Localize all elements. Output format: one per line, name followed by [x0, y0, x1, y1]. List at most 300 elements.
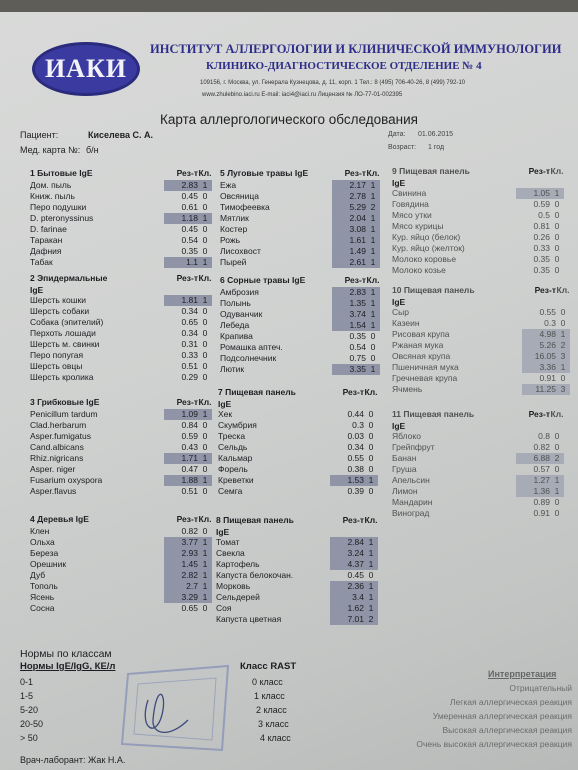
- allergen-row: [216, 614, 378, 625]
- allergen-row: [220, 364, 380, 375]
- result-header: Рез-т: [342, 515, 364, 525]
- allergen-class: 2: [550, 453, 564, 464]
- allergen-class: 1: [198, 295, 212, 306]
- allergen-class: 0: [554, 232, 560, 242]
- allergen-row: [392, 431, 564, 442]
- allergen-class: 1: [364, 475, 378, 486]
- allergen-row: [30, 581, 212, 592]
- allergen-name: Дуб: [30, 570, 46, 580]
- allergen-name: Казеин: [392, 318, 420, 328]
- result-header: Рез-т: [176, 397, 198, 407]
- allergen-row: [30, 537, 212, 548]
- allergen-result: 0.35: [533, 265, 550, 275]
- allergen-class: 0: [202, 235, 208, 245]
- panel-fungal: [30, 396, 212, 497]
- allergen-row: [392, 307, 570, 318]
- allergen-row: [392, 373, 570, 384]
- allergen-result: 1.09: [164, 409, 198, 420]
- allergen-name: Кур. яйцо (белок): [392, 232, 461, 242]
- allergen-row: [30, 570, 212, 581]
- allergen-class: 0: [202, 328, 208, 338]
- allergen-result: 3.24: [330, 548, 364, 559]
- allergen-result: 1.88: [164, 475, 198, 486]
- allergen-result: 0.45: [347, 570, 364, 580]
- allergen-class: 1: [198, 548, 212, 559]
- allergen-name: Ромашка аптеч.: [220, 342, 283, 352]
- allergen-result: 0.31: [181, 339, 198, 349]
- allergen-result: 2.83: [332, 287, 366, 298]
- allergen-result: 1.53: [330, 475, 364, 486]
- allergen-row: [30, 213, 212, 224]
- norm-interp: Высокая аллергическая реакция: [442, 725, 572, 735]
- result-header: Рез-т: [176, 514, 198, 524]
- panel-trees: [30, 513, 212, 614]
- allergen-class: 0: [202, 246, 208, 256]
- allergen-name: Молоко коровье: [392, 254, 457, 264]
- allergen-class: 0: [370, 331, 376, 341]
- allergen-row: [220, 213, 380, 224]
- panel-header: [392, 408, 564, 421]
- allergen-class: 0: [368, 570, 374, 580]
- allergen-name: Тополь: [30, 581, 58, 591]
- allergen-row: [220, 353, 380, 364]
- allergen-class: 0: [368, 431, 374, 441]
- page-title: Карта аллергологического обследования: [160, 112, 418, 127]
- panel-header: [220, 167, 380, 180]
- panel-title-line2: IgE: [392, 421, 406, 431]
- allergen-name: Капуста белокочан.: [216, 570, 294, 580]
- allergen-name: Пырей: [220, 257, 247, 267]
- allergen-class: 0: [368, 464, 374, 474]
- allergen-class: 0: [554, 464, 560, 474]
- allergen-row: [218, 475, 378, 486]
- allergen-row: [30, 592, 212, 603]
- allergen-class: 1: [366, 320, 380, 331]
- allergen-result: 0.57: [533, 464, 550, 474]
- allergen-name: Кальмар: [218, 453, 253, 463]
- result-header: Рез-т: [528, 409, 550, 419]
- allergen-name: Сосна: [30, 603, 55, 613]
- allergen-name: Clad.herbarum: [30, 420, 87, 430]
- allergen-row: [218, 486, 378, 497]
- allergen-name: Мясо курицы: [392, 221, 444, 231]
- allergen-name: Форель: [218, 464, 248, 474]
- allergen-name: Таракан: [30, 235, 63, 245]
- allergen-name: Лебеда: [220, 320, 250, 330]
- institute-web: www.zhulebino.iaci.ru E-mail: iaci4@iaci.ru Лицензия № ЛО-77-01-002395: [202, 92, 403, 98]
- allergen-result: 4.37: [330, 559, 364, 570]
- allergen-class: 1: [198, 475, 212, 486]
- allergen-class: 1: [364, 559, 378, 570]
- allergen-result: 3.35: [332, 364, 366, 375]
- panel-title-line2: IgE: [392, 178, 406, 188]
- allergen-row: [220, 246, 380, 257]
- allergen-row: [392, 232, 564, 243]
- allergen-name: Сельдь: [218, 442, 248, 452]
- allergen-name: Лимон: [392, 486, 418, 496]
- allergen-row: [30, 420, 212, 431]
- institute-logo: [32, 42, 140, 96]
- allergen-name: Ржаная мука: [392, 340, 444, 350]
- allergen-class: 1: [198, 592, 212, 603]
- allergen-class: 0: [202, 464, 208, 474]
- allergen-row: [30, 464, 212, 475]
- allergen-name: Грейпфрут: [392, 442, 435, 452]
- allergen-class: 1: [550, 188, 564, 199]
- panel-header: [220, 274, 380, 287]
- allergen-name: Костер: [220, 224, 248, 234]
- allergen-row: [216, 548, 378, 559]
- allergen-class: 0: [554, 243, 560, 253]
- allergen-name: Молоко козье: [392, 265, 446, 275]
- allergen-name: Ольха: [30, 537, 55, 547]
- allergen-name: Пшеничная мука: [392, 362, 459, 372]
- panel-title: 4 Деревья IgE: [30, 514, 89, 524]
- allergen-row: [218, 442, 378, 453]
- allergen-class: 0: [202, 431, 208, 441]
- norms-col-rast: Класс RAST: [240, 661, 297, 672]
- logo-text: ИАКИ: [44, 54, 128, 83]
- norm-range: > 50: [20, 733, 38, 743]
- result-header: Рез-т: [344, 168, 366, 178]
- allergen-row: [216, 537, 378, 548]
- allergen-name: Виноград: [392, 508, 430, 518]
- allergen-name: Крапива: [220, 331, 253, 341]
- allergen-row: [30, 328, 212, 339]
- allergen-result: 0.39: [347, 486, 364, 496]
- institute-address: 109156, г. Москва, ул. Генерала Кузнецова, д. 11, корп. 1 Тел.: 8 (495) 706-40-26, 8 (499) 792-10: [200, 80, 466, 86]
- allergen-class: 0: [202, 372, 208, 382]
- panel-title-line2: IgE: [392, 297, 406, 307]
- panel-title: 5 Луговые травы IgE: [220, 168, 309, 178]
- allergen-result: 3.74: [332, 309, 366, 320]
- panel-household: [30, 167, 212, 268]
- allergen-result: 0.33: [533, 243, 550, 253]
- allergen-row: [392, 384, 570, 395]
- panel-title-line2: IgE: [218, 399, 232, 409]
- allergen-row: [392, 508, 564, 519]
- allergen-name: Ясень: [30, 592, 55, 602]
- allergen-row: [30, 180, 212, 191]
- allergen-result: 0.5: [538, 210, 550, 220]
- allergen-row: [30, 317, 212, 328]
- desk-edge: [0, 0, 578, 12]
- norm-range: 0-1: [20, 677, 34, 687]
- allergen-result: 0.91: [533, 508, 550, 518]
- allergen-class: 0: [370, 342, 376, 352]
- allergen-name: Гречневая крупа: [392, 373, 458, 383]
- allergen-row: [30, 361, 212, 372]
- panel-title: 2 Эпидермальные: [30, 273, 108, 283]
- allergen-result: 6.88: [516, 453, 550, 464]
- allergen-class: 0: [554, 221, 560, 231]
- panel-header: [216, 514, 378, 527]
- allergen-result: 2.17: [332, 180, 366, 191]
- allergen-row: [220, 202, 380, 213]
- allergen-row: [392, 351, 570, 362]
- allergen-result: 0.91: [539, 373, 556, 383]
- allergen-class: 0: [560, 373, 566, 383]
- allergen-result: 2.61: [332, 257, 366, 268]
- allergen-class: 1: [198, 581, 212, 592]
- panel-title: 3 Грибковые IgE: [30, 397, 100, 407]
- allergen-class: 1: [366, 298, 380, 309]
- allergen-name: Ячмень: [392, 384, 423, 394]
- panel-title: 11 Пищевая панель: [392, 409, 475, 419]
- allergen-row: [220, 224, 380, 235]
- allergen-name: Шерсть кролика: [30, 372, 94, 382]
- norm-rast: 0 класс: [252, 677, 283, 687]
- allergen-row: [392, 340, 570, 351]
- allergen-result: 0.81: [533, 221, 550, 231]
- allergen-class: 1: [556, 362, 570, 373]
- allergen-name: Амброзия: [220, 287, 259, 297]
- allergen-row: [30, 442, 212, 453]
- allergen-result: 0.03: [347, 431, 364, 441]
- allergen-name: Клен: [30, 526, 50, 536]
- allergen-class: 0: [554, 431, 560, 441]
- lab-doctor: Врач-лаборант: Жак Н.А.: [20, 755, 126, 765]
- allergen-class: 1: [550, 475, 564, 486]
- allergen-class: 1: [364, 603, 378, 614]
- allergen-row: [218, 464, 378, 475]
- allergen-name: D. farinae: [30, 224, 67, 234]
- allergen-row: [218, 409, 378, 420]
- allergen-row: [392, 362, 570, 373]
- allergen-class: 1: [366, 287, 380, 298]
- allergen-result: 16.05: [522, 351, 556, 362]
- allergen-name: Рожь: [220, 235, 241, 245]
- allergen-row: [30, 339, 212, 350]
- allergen-name: Мясо утки: [392, 210, 432, 220]
- panel-weeds: [220, 274, 380, 375]
- panel-food-8: [216, 514, 378, 625]
- allergen-row: [30, 372, 212, 383]
- date-label: Дата:: [388, 131, 406, 138]
- allergen-name: Лютик: [220, 364, 245, 374]
- allergen-name: Мандарин: [392, 497, 433, 507]
- allergen-name: Перхоть лошади: [30, 328, 96, 338]
- panel-food-7: [218, 386, 378, 497]
- allergen-class: 0: [202, 486, 208, 496]
- allergen-name: Asper. niger: [30, 464, 76, 474]
- class-header: Кл.: [364, 515, 378, 525]
- allergen-result: 0.3: [352, 420, 364, 430]
- norm-rast: 2 класс: [256, 705, 287, 715]
- allergen-result: 0.34: [347, 442, 364, 452]
- allergen-row: [30, 559, 212, 570]
- allergen-row: [392, 329, 570, 340]
- allergen-name: Сыр: [392, 307, 409, 317]
- allergen-row: [220, 342, 380, 353]
- allergen-class: 1: [198, 559, 212, 570]
- allergen-row: [220, 320, 380, 331]
- allergen-name: Треска: [218, 431, 246, 441]
- allergen-result: 1.81: [164, 295, 198, 306]
- allergen-result: 3.36: [522, 362, 556, 373]
- allergen-row: [392, 497, 564, 508]
- norm-rast: 4 класс: [260, 733, 291, 743]
- allergen-name: Полынь: [220, 298, 251, 308]
- allergen-name: Шерсть кошки: [30, 295, 87, 305]
- allergen-result: 0.8: [538, 431, 550, 441]
- allergen-result: 1.49: [332, 246, 366, 257]
- allergen-result: 0.51: [181, 361, 198, 371]
- allergen-row: [30, 191, 212, 202]
- allergen-result: 0.34: [181, 328, 198, 338]
- allergen-name: Яблоко: [392, 431, 421, 441]
- allergen-class: 0: [202, 350, 208, 360]
- allergen-class: 1: [366, 364, 380, 375]
- class-header: Кл.: [556, 285, 570, 295]
- norm-rast: 1 класс: [254, 691, 285, 701]
- class-header: Кл.: [364, 387, 378, 397]
- card-label: Мед. карта №:: [20, 145, 81, 155]
- allergen-name: Перо подушки: [30, 202, 87, 212]
- panel-header: [30, 167, 212, 180]
- allergen-row: [392, 486, 564, 497]
- allergen-class: 0: [560, 318, 566, 328]
- norms-col-interp: Интерпретация: [488, 669, 557, 679]
- allergen-result: 11.25: [522, 384, 556, 395]
- allergen-row: [218, 420, 378, 431]
- allergen-class: 0: [368, 442, 374, 452]
- allergen-class: 1: [366, 235, 380, 246]
- allergen-name: Asper.fumigatus: [30, 431, 91, 441]
- allergen-row: [30, 409, 212, 420]
- allergen-class: 0: [202, 361, 208, 371]
- panel-meadow-grass: [220, 167, 380, 268]
- norm-rast: 3 класс: [258, 719, 289, 729]
- allergen-row: [30, 350, 212, 361]
- panel-epidermal: [30, 272, 212, 383]
- allergen-class: 0: [202, 339, 208, 349]
- allergen-result: 0.43: [181, 442, 198, 452]
- allergen-row: [392, 442, 564, 453]
- allergen-row: [30, 224, 212, 235]
- allergen-name: Шерсть собаки: [30, 306, 90, 316]
- card-value: б/н: [86, 145, 99, 155]
- allergen-class: 1: [366, 191, 380, 202]
- allergen-class: 1: [366, 246, 380, 257]
- allergen-row: [220, 180, 380, 191]
- allergen-class: 1: [198, 257, 212, 268]
- allergen-result: 2.78: [332, 191, 366, 202]
- institute-name: ИНСТИТУТ АЛЛЕРГОЛОГИИ И КЛИНИЧЕСКОЙ ИММУНОЛОГИИ: [150, 42, 562, 56]
- patient-label: Пациент:: [20, 130, 59, 140]
- allergen-class: 0: [368, 486, 374, 496]
- allergen-row: [392, 464, 564, 475]
- allergen-result: 0.33: [181, 350, 198, 360]
- allergen-row: [30, 257, 212, 268]
- allergen-result: 0.65: [181, 603, 198, 613]
- allergen-name: Fusarium oxyspora: [30, 475, 103, 485]
- allergen-name: Rhiz.nigricans: [30, 453, 84, 463]
- allergen-name: Кур. яйцо (желток): [392, 243, 465, 253]
- allergen-result: 1.62: [330, 603, 364, 614]
- allergen-result: 0.45: [181, 191, 198, 201]
- allergen-class: 1: [364, 581, 378, 592]
- allergen-name: Одуванчик: [220, 309, 263, 319]
- allergen-row: [220, 298, 380, 309]
- allergen-name: Дом. пыль: [30, 180, 72, 190]
- allergen-class: 1: [364, 592, 378, 603]
- panel-header: [30, 513, 212, 526]
- allergen-result: 1.18: [164, 213, 198, 224]
- allergen-result: 0.65: [181, 317, 198, 327]
- allergen-class: 1: [366, 224, 380, 235]
- panel-title: 1 Бытовые IgE: [30, 168, 93, 178]
- allergen-result: 2.36: [330, 581, 364, 592]
- allergen-class: 1: [198, 180, 212, 191]
- allergen-result: 0.55: [347, 453, 364, 463]
- panel-title: 6 Сорные травы IgE: [220, 275, 306, 285]
- allergen-class: 0: [554, 442, 560, 452]
- panel-title: 7 Пищевая панель: [218, 387, 296, 397]
- allergen-result: 0.59: [181, 431, 198, 441]
- panel-food-9: [392, 165, 564, 276]
- allergen-result: 0.59: [533, 199, 550, 209]
- allergen-class: 1: [198, 570, 212, 581]
- allergen-class: 1: [556, 329, 570, 340]
- class-header: Кл.: [198, 514, 212, 524]
- panel-header: [30, 272, 212, 285]
- allergen-result: 0.54: [349, 342, 366, 352]
- panel-header: [218, 386, 378, 399]
- allergen-result: 5.29: [332, 202, 366, 213]
- allergen-name: Апельсин: [392, 475, 430, 485]
- allergen-class: 0: [202, 442, 208, 452]
- allergen-class: 0: [554, 199, 560, 209]
- allergen-row: [216, 570, 378, 581]
- allergen-class: 1: [366, 180, 380, 191]
- norm-interp: Легкая аллергическая реакция: [449, 697, 572, 707]
- allergen-name: Книж. пыль: [30, 191, 75, 201]
- allergen-class: 0: [370, 353, 376, 363]
- allergen-row: [30, 295, 212, 306]
- allergen-result: 3.4: [330, 592, 364, 603]
- allergen-name: Семга: [218, 486, 243, 496]
- allergen-result: 2.84: [330, 537, 364, 548]
- allergen-result: 1.27: [516, 475, 550, 486]
- class-header: Кл.: [198, 397, 212, 407]
- allergen-row: [30, 306, 212, 317]
- allergen-name: Мятлик: [220, 213, 249, 223]
- allergen-row: [220, 309, 380, 320]
- allergen-row: [392, 210, 564, 221]
- allergen-row: [220, 331, 380, 342]
- allergen-result: 1.71: [164, 453, 198, 464]
- allergen-name: Капуста цветная: [216, 614, 282, 624]
- allergen-name: D. pteronyssinus: [30, 213, 94, 223]
- allergen-result: 0.35: [533, 254, 550, 264]
- allergen-name: Банан: [392, 453, 417, 463]
- allergen-row: [216, 592, 378, 603]
- allergen-name: Шерсть овцы: [30, 361, 83, 371]
- allergen-class: 0: [202, 420, 208, 430]
- class-header: Кл.: [366, 275, 380, 285]
- allergen-class: 1: [366, 257, 380, 268]
- result-header: Рез-т: [344, 275, 366, 285]
- allergen-class: 1: [198, 537, 212, 548]
- allergen-name: Морковь: [216, 581, 251, 591]
- allergen-row: [220, 235, 380, 246]
- allergen-class: 1: [366, 309, 380, 320]
- result-header: Рез-т: [342, 387, 364, 397]
- allergen-result: 0.35: [349, 331, 366, 341]
- class-header: Кл.: [550, 409, 564, 419]
- allergen-name: Табак: [30, 257, 53, 267]
